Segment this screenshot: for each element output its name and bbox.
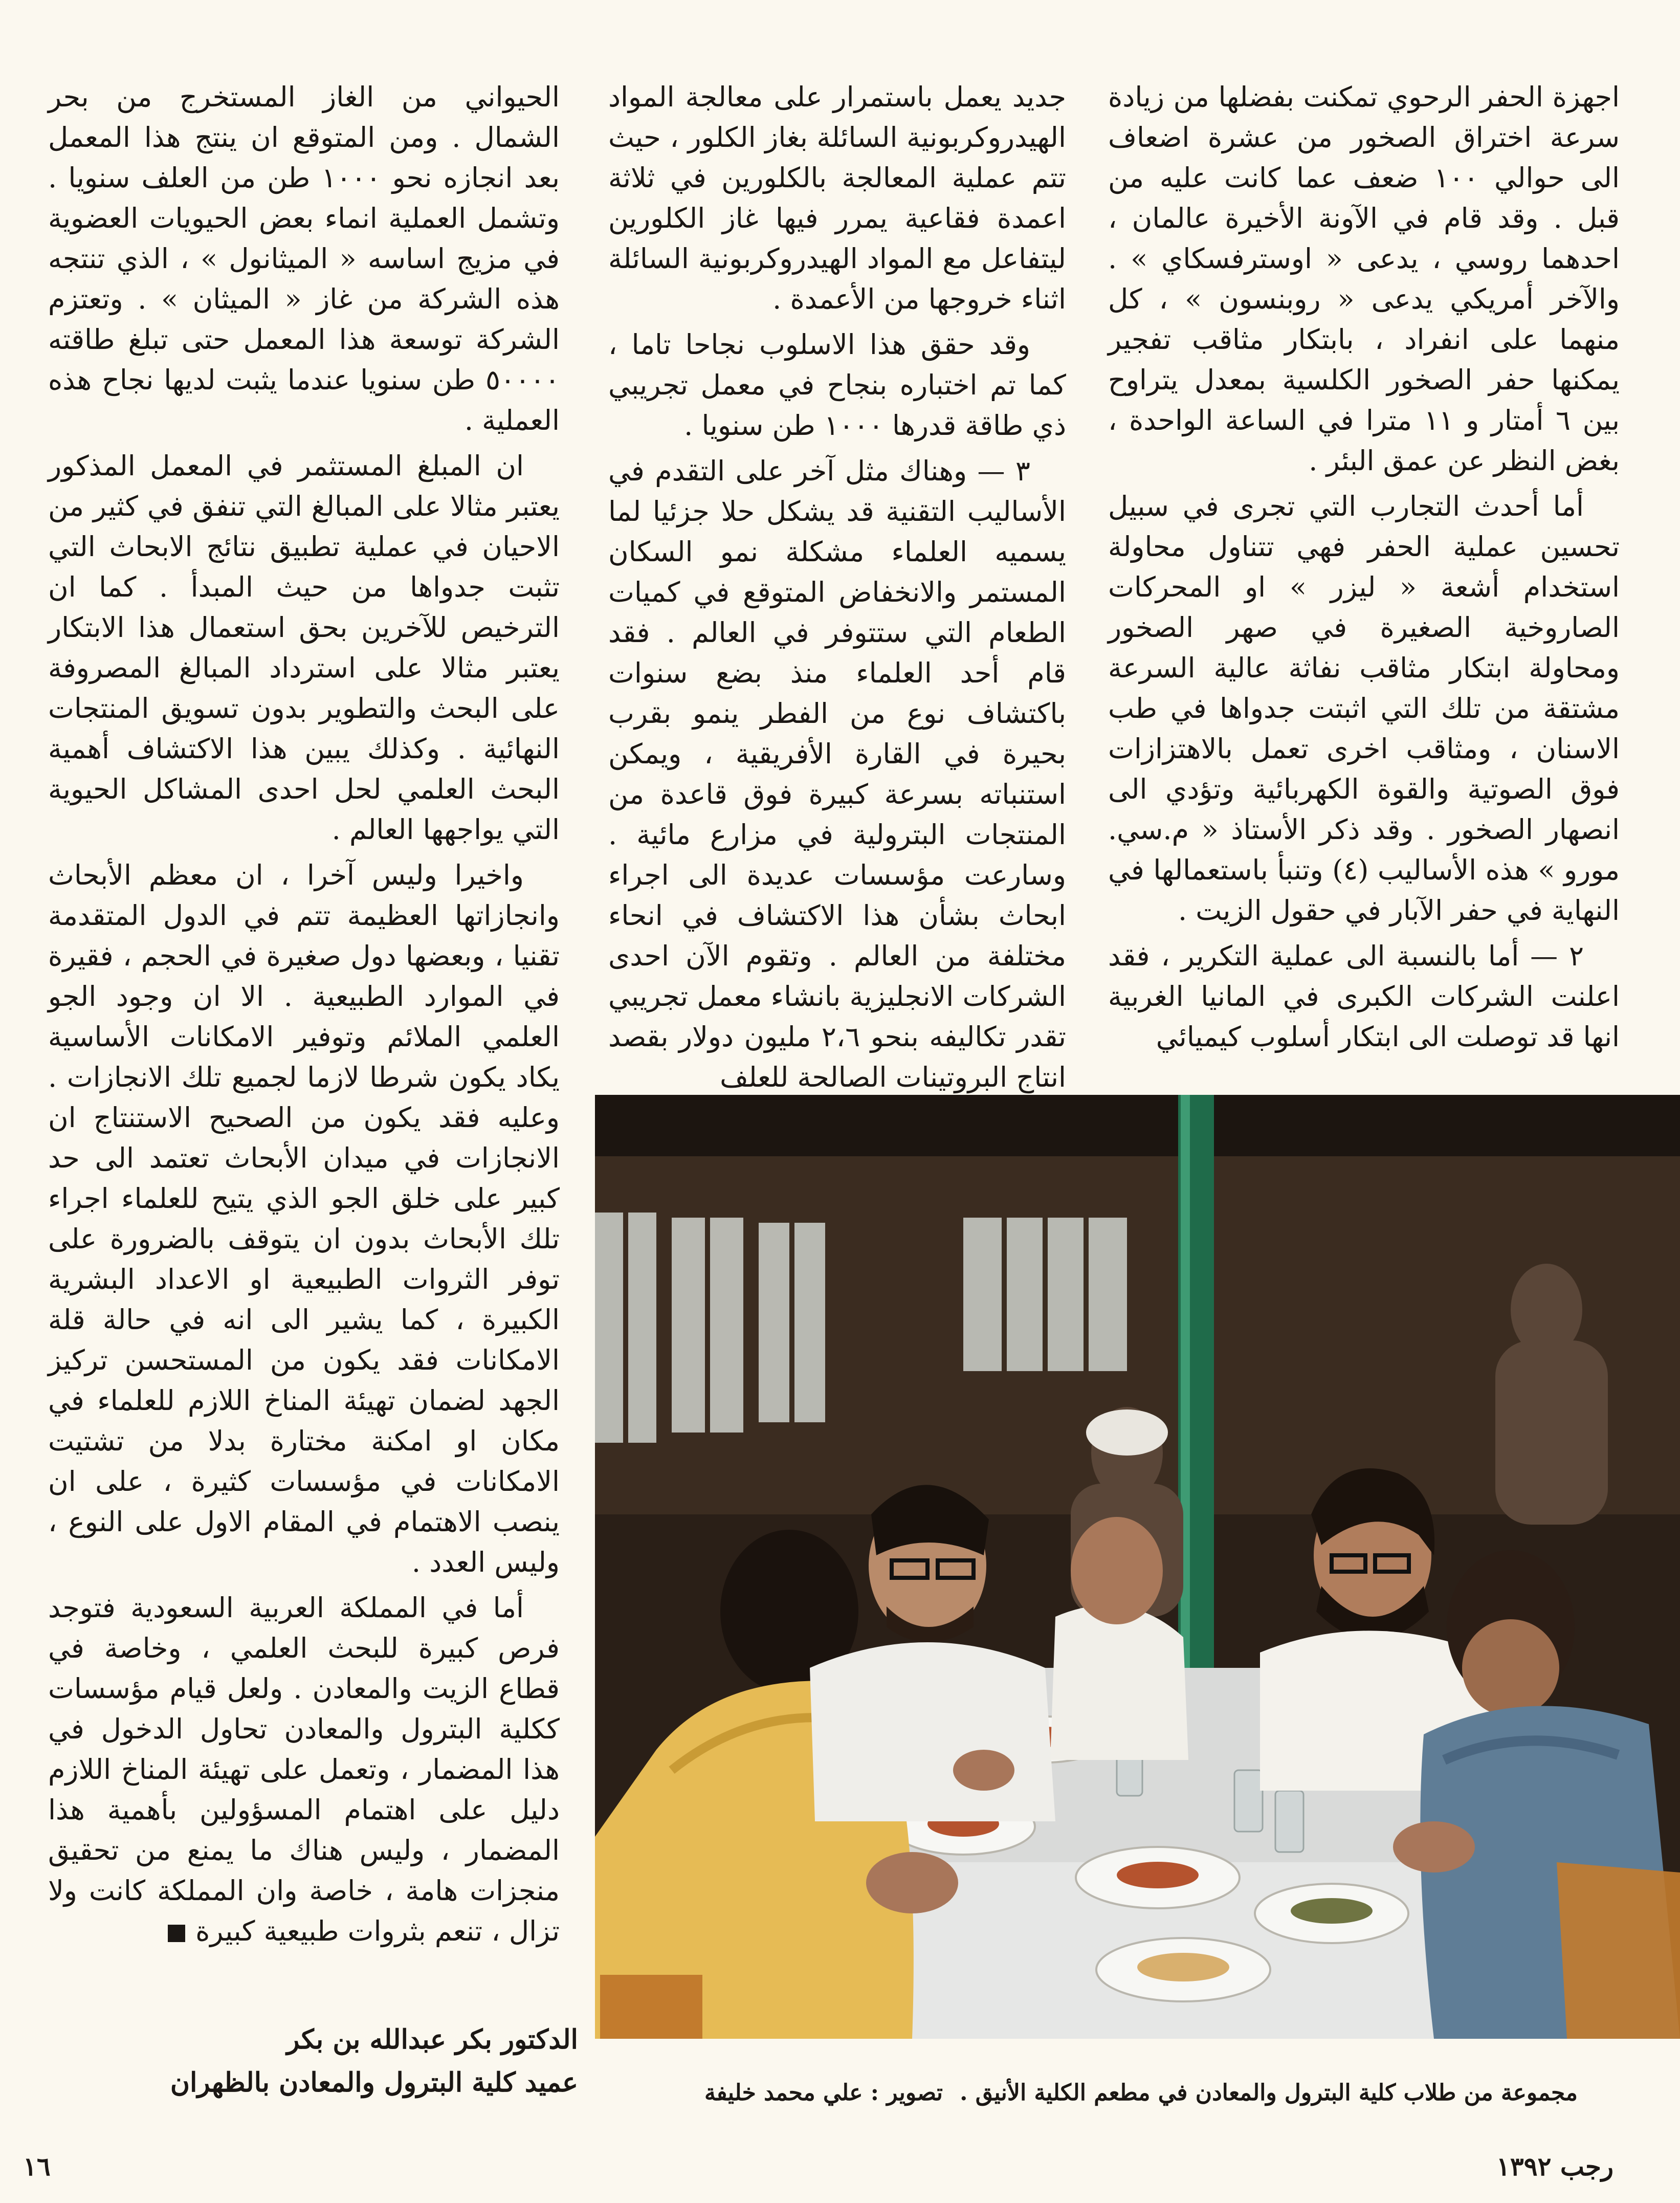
paragraph (48, 1588, 560, 1951)
paragraph: وقد حقق هذا الاسلوب نجاحا تاما ، كما تم اختباره بنجاح في معمل تجريبي ذي طاقة قدرها ١٠٠٠ طن سنويا . (608, 328, 1066, 442)
photo-credit: تصوير : علي محمد خليفة (704, 2080, 943, 2106)
paragraph: ان المبلغ المستثمر في المعمل المذكور يعتبر مثالا على المبالغ التي تنفق في كثير من الاحيان في عملية تطبيق نتائج الابحاث التي تثبت جدواها من حيث المبدأ . كما ان الترخيص للآخرين بحق استعمال هذا الابتكار يعتبر مثالا على استرداد المبالغ المصروفة على البحث والتطوير بدون تسويق المنتجات النهائية . وكذلك يبين هذا الاكتشاف أهمية البحث العلمي لحل احدى المشاكل الحيوية التي يواجهها العالم . (48, 450, 560, 846)
article-column-left (48, 77, 560, 1956)
author-name: الدكتور بكر عبدالله بن بكر (286, 2024, 578, 2055)
issue-date: رجب ١٣٩٢ (1496, 2151, 1613, 2182)
article-column-right (1108, 77, 1620, 1062)
author-title: عميد كلية البترول والمعادن بالظهران (170, 2067, 578, 2098)
paragraph-text: أما في المملكة العربية السعودية فتوجد فرص كبيرة للبحث العلمي ، وخاصة في قطاع الزيت والمعادن . ولعل قيام مؤسسات ككلية البترول والمعادن تحاول الدخول في هذا المضمار ، وتعمل على تهيئة المناخ اللازم دليل على اهتمام المسؤولين بأهمية هذا المضمار ، وليس هناك ما يمنع من تحقيق منجزات هامة ، خاصة وان المملكة كانت ولا تزال ، تنعم بثروات طبيعية كبيرة (48, 1592, 560, 1947)
paragraph: واخيرا وليس آخرا ، ان معظم الأبحاث وانجازاتها العظيمة تتم في الدول المتقدمة تقنيا ، وبعضها دول صغيرة في الحجم ، فقيرة في الموارد الطبيعية . الا ان وجود الجو العلمي الملائم وتوفير الامكانات الأساسية يكاد يكون شرطا لازما لجميع تلك الانجازات . وعليه فقد يكون من الصحيح الاستنتاج ان الانجازات في ميدان الأبحاث تعتمد الى حد كبير على خلق الجو الذي يتيح للعلماء اجراء تلك الأبحاث بدون ان يتوقف بالضرورة على توفر الثروات الطبيعية او الاعداد البشرية الكبيرة ، كما يشير الى انه في حالة قلة الامكانات فقد يكون من المستحسن تركيز الجهد لضمان تهيئة المناخ اللازم للعلماء في مكان او امكنة مختارة بدلا من تشتيت الامكانات في مؤسسات كثيرة ، على ان ينصب الاهتمام في المقام الاول على النوع ، وليس العدد . (48, 859, 560, 1578)
photo-caption: مجموعة من طلاب كلية البترول والمعادن في مطعم الكلية الأنيق . (960, 2080, 1578, 2106)
paragraph: أما أحدث التجارب التي تجرى في سبيل تحسين عملية الحفر فهي تتناول محاولة استخدام أشعة « ليزر » او المحركات الصاروخية الصغيرة في صهر الصخور ومحاولة ابتكار مثاقب نفاثة عالية السرعة مشتقة من تلك التي اثبتت جدواها في طب الاسنان ، ومثاقب اخرى تعمل بالاهتزازات فوق الصوتية والقوة الكهربائية وتؤدي الى انصهار الصخور . وقد ذكر الأستاذ « م.سي. مورو » هذه الأساليب (٤) وتنبأ باستعمالها في النهاية في حفر الآبار في حقول الزيت . (1108, 490, 1620, 927)
paragraph: اجهزة الحفر الرحوي تمكنت بفضلها من زيادة سرعة اختراق الصخور من عشرة اضعاف الى حوالي ١٠٠ ضعف عما كانت عليه من قبل . وقد قام في الآونة الأخيرة عالمان ، احدهما روسي ، يدعى « اوسترفسكاي » . والآخر أمريكي يدعى « روبنسون » ، كل منهما على انفراد ، بابتكار مثاقب تفجير يمكنها حفر الصخور الكلسية بمعدل يتراوح بين ٦ أمتار و ١١ مترا في الساعة الواحدة ، بغض النظر عن عمق البئر . (1108, 81, 1620, 477)
cafeteria-photo (595, 1095, 1680, 2039)
paragraph: ٢ — أما بالنسبة الى عملية التكرير ، فقد اعلنت الشركات الكبرى في المانيا الغربية انها قد توصلت الى ابتكار أسلوب كيميائي (1108, 940, 1620, 1053)
paragraph: ٣ — وهناك مثل آخر على التقدم في الأساليب التقنية قد يشكل حلا جزئيا لما يسميه العلماء مشكلة نمو السكان المستمر والانخفاض المتوقع في كميات الطعام التي ستتوفر في العالم . فقد قام أحد العلماء منذ بضع سنوات باكتشاف نوع من الفطر ينمو بقرب بحيرة في القارة الأفريقية ، ويمكن استنباته بسرعة كبيرة فوق قاعدة من المنتجات البترولية في مزارع مائية . وسارعت مؤسسات عديدة الى اجراء ابحاث بشأن هذا الاكتشاف في انحاء مختلفة من العالم . وتقوم الآن احدى الشركات الانجليزية بانشاء معمل تجريبي تقدر تكاليفه بنحو ٢،٦ مليون دولار بقصد انتاج البروتينات الصالحة للعلف (608, 455, 1066, 1093)
paragraph: جديد يعمل باستمرار على معالجة المواد الهيدروكربونية السائلة بغاز الكلور ، حيث تتم عملية المعالجة بالكلورين في ثلاثة اعمدة فقاعية يمرر فيها غاز الكلورين ليتفاعل مع المواد الهيدروكربونية السائلة اثناء خروجها من الأعمدة . (608, 81, 1066, 315)
author-signature (67, 2018, 578, 2104)
paragraph: الحيواني من الغاز المستخرج من بحر الشمال . ومن المتوقع ان ينتج هذا المعمل بعد انجازه نحو ١٠٠٠ طن من العلف سنويا . وتشمل العملية انماء بعض الحيويات العضوية في مزيج اساسه « الميثانول » ، الذي تنتجه هذه الشركة من غاز « الميثان » . وتعتزم الشركة توسعة هذا المعمل حتى تبلغ طاقته ٥٠٠٠٠ طن سنويا عندما يثبت لديها نجاح هذه العملية . (48, 81, 560, 436)
end-of-article-square-icon (168, 1925, 185, 1942)
page-number: ١٦ (23, 2151, 51, 2182)
article-column-middle (608, 77, 1066, 1103)
